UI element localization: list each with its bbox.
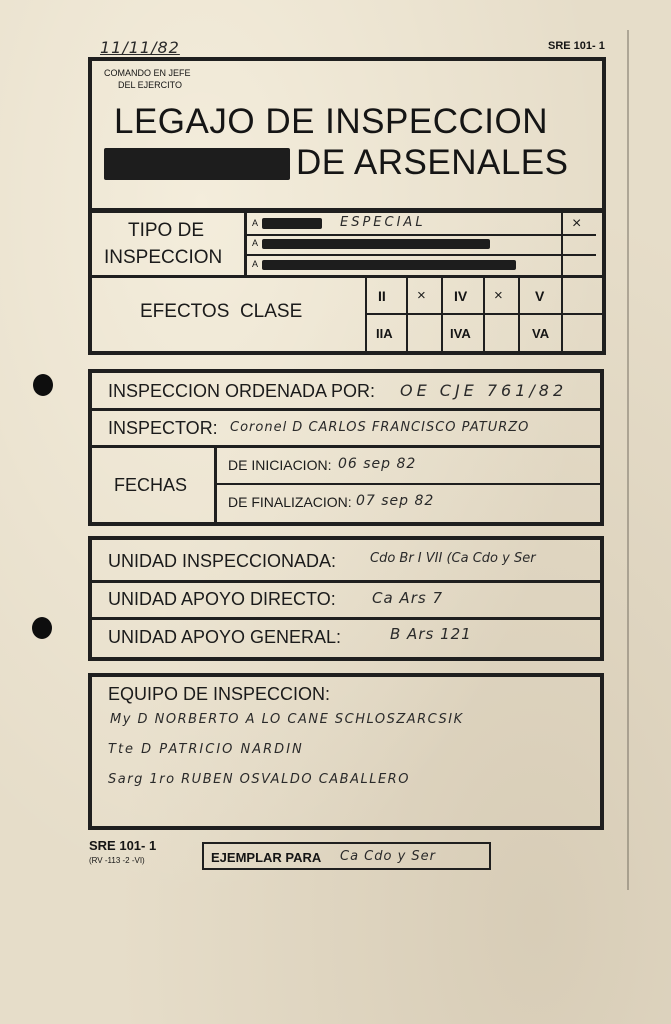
efectos-col3 [441,277,443,353]
unidad-value: Cdo Br I VII (Ca Cdo y Ser [370,551,536,566]
footer-sub: (RV -113 -2 -VI) [89,856,145,865]
class-V: V [535,288,545,304]
inspector-label: INSPECTOR: [108,418,218,438]
efectos-label: EFECTOS CLASE [140,301,303,322]
equipo-member-2: Tte D PATRICIO NARDIN [108,742,304,757]
section2-row1-line [92,408,600,411]
efectos-col4 [483,277,485,353]
fechas-mid-line [217,483,600,485]
tipo-label-line1: TIPO DE [128,220,205,241]
unidad-label: UNIDAD INSPECCIONADA: [108,551,337,571]
tipo-row1-line [246,234,596,236]
binder-hole-bottom [32,617,52,639]
command-line1: COMANDO EN JEFE [104,68,191,78]
class-IIA: IIA [376,326,393,341]
directo-label: UNIDAD APOYO DIRECTO: [108,589,336,609]
redaction-title [104,148,290,180]
class-IVA: IVA [450,326,471,341]
ordenada-value: OE CJE 761/82 [400,381,568,400]
efectos-col6 [561,277,563,353]
general-label: UNIDAD APOYO GENERAL: [108,627,342,647]
class-IV: IV [454,288,468,304]
command-line2: DEL EJERCITO [118,80,183,90]
directo-value: Ca Ars 7 [372,589,443,607]
binder-hole-top [33,374,53,396]
fin-value: 07 sep 82 [356,493,435,509]
equipo-member-3: Sarg 1ro RUBEN OSVALDO CABALLERO [108,772,410,787]
section2-row2-line [92,445,600,448]
equipo-member-1: My D NORBERTO A LO CANE SCHLOSZARCSIK [110,712,464,727]
tipo-row1-prefix: A [252,218,259,228]
redaction-tipo-row1 [262,218,322,229]
title-line2: DE ARSENALES [296,143,569,182]
ejemplar-value: Ca Cdo y Ser [340,849,437,864]
fechas-label: FECHAS [114,475,188,495]
fin-label: DE FINALIZACION: [228,494,352,510]
redaction-tipo-row2 [262,239,490,249]
equipo-label: EQUIPO DE INSPECCION: [108,684,331,704]
tipo-label-line2: INSPECCION [104,247,223,268]
handwritten-date: 11/11/82 [100,38,180,57]
inicio-label: DE INICIACION: [228,457,332,473]
right-fold-line [627,30,629,890]
class-mark-2: × [494,287,503,304]
fechas-divider [214,448,217,522]
efectos-grid-left [365,277,367,353]
tipo-row1-mark: × [572,215,582,232]
form-code-top: SRE 101- 1 [548,40,605,52]
ejemplar-label: EJEMPLAR PARA [211,850,322,865]
class-VA: VA [532,326,550,341]
inspector-value: Coronel D CARLOS FRANCISCO PATURZO [230,420,530,435]
efectos-grid-mid [367,313,604,315]
class-II: II [378,288,386,304]
redaction-tipo-row3 [262,260,516,270]
efectos-col2 [406,277,408,353]
section3-row2-line [92,617,600,620]
class-mark-1: × [417,287,426,304]
footer-code: SRE 101- 1 [89,838,157,853]
inicio-value: 06 sep 82 [338,456,417,472]
tipo-mark-col [561,211,563,277]
ordenada-label: INSPECCION ORDENADA POR: [108,381,376,401]
tipo-row2-line [246,254,596,256]
efectos-col5 [518,277,520,353]
title-line1: LEGAJO DE INSPECCION [114,102,548,141]
tipo-row2-prefix: A [252,238,259,248]
general-value: B Ars 121 [390,625,472,643]
tipo-row3-prefix: A [252,259,259,269]
tipo-row1-value: ESPECIAL [340,215,426,230]
section3-row1-line [92,580,600,583]
tipo-efectos-divider [90,275,604,278]
tipo-divider-vertical [244,211,247,277]
